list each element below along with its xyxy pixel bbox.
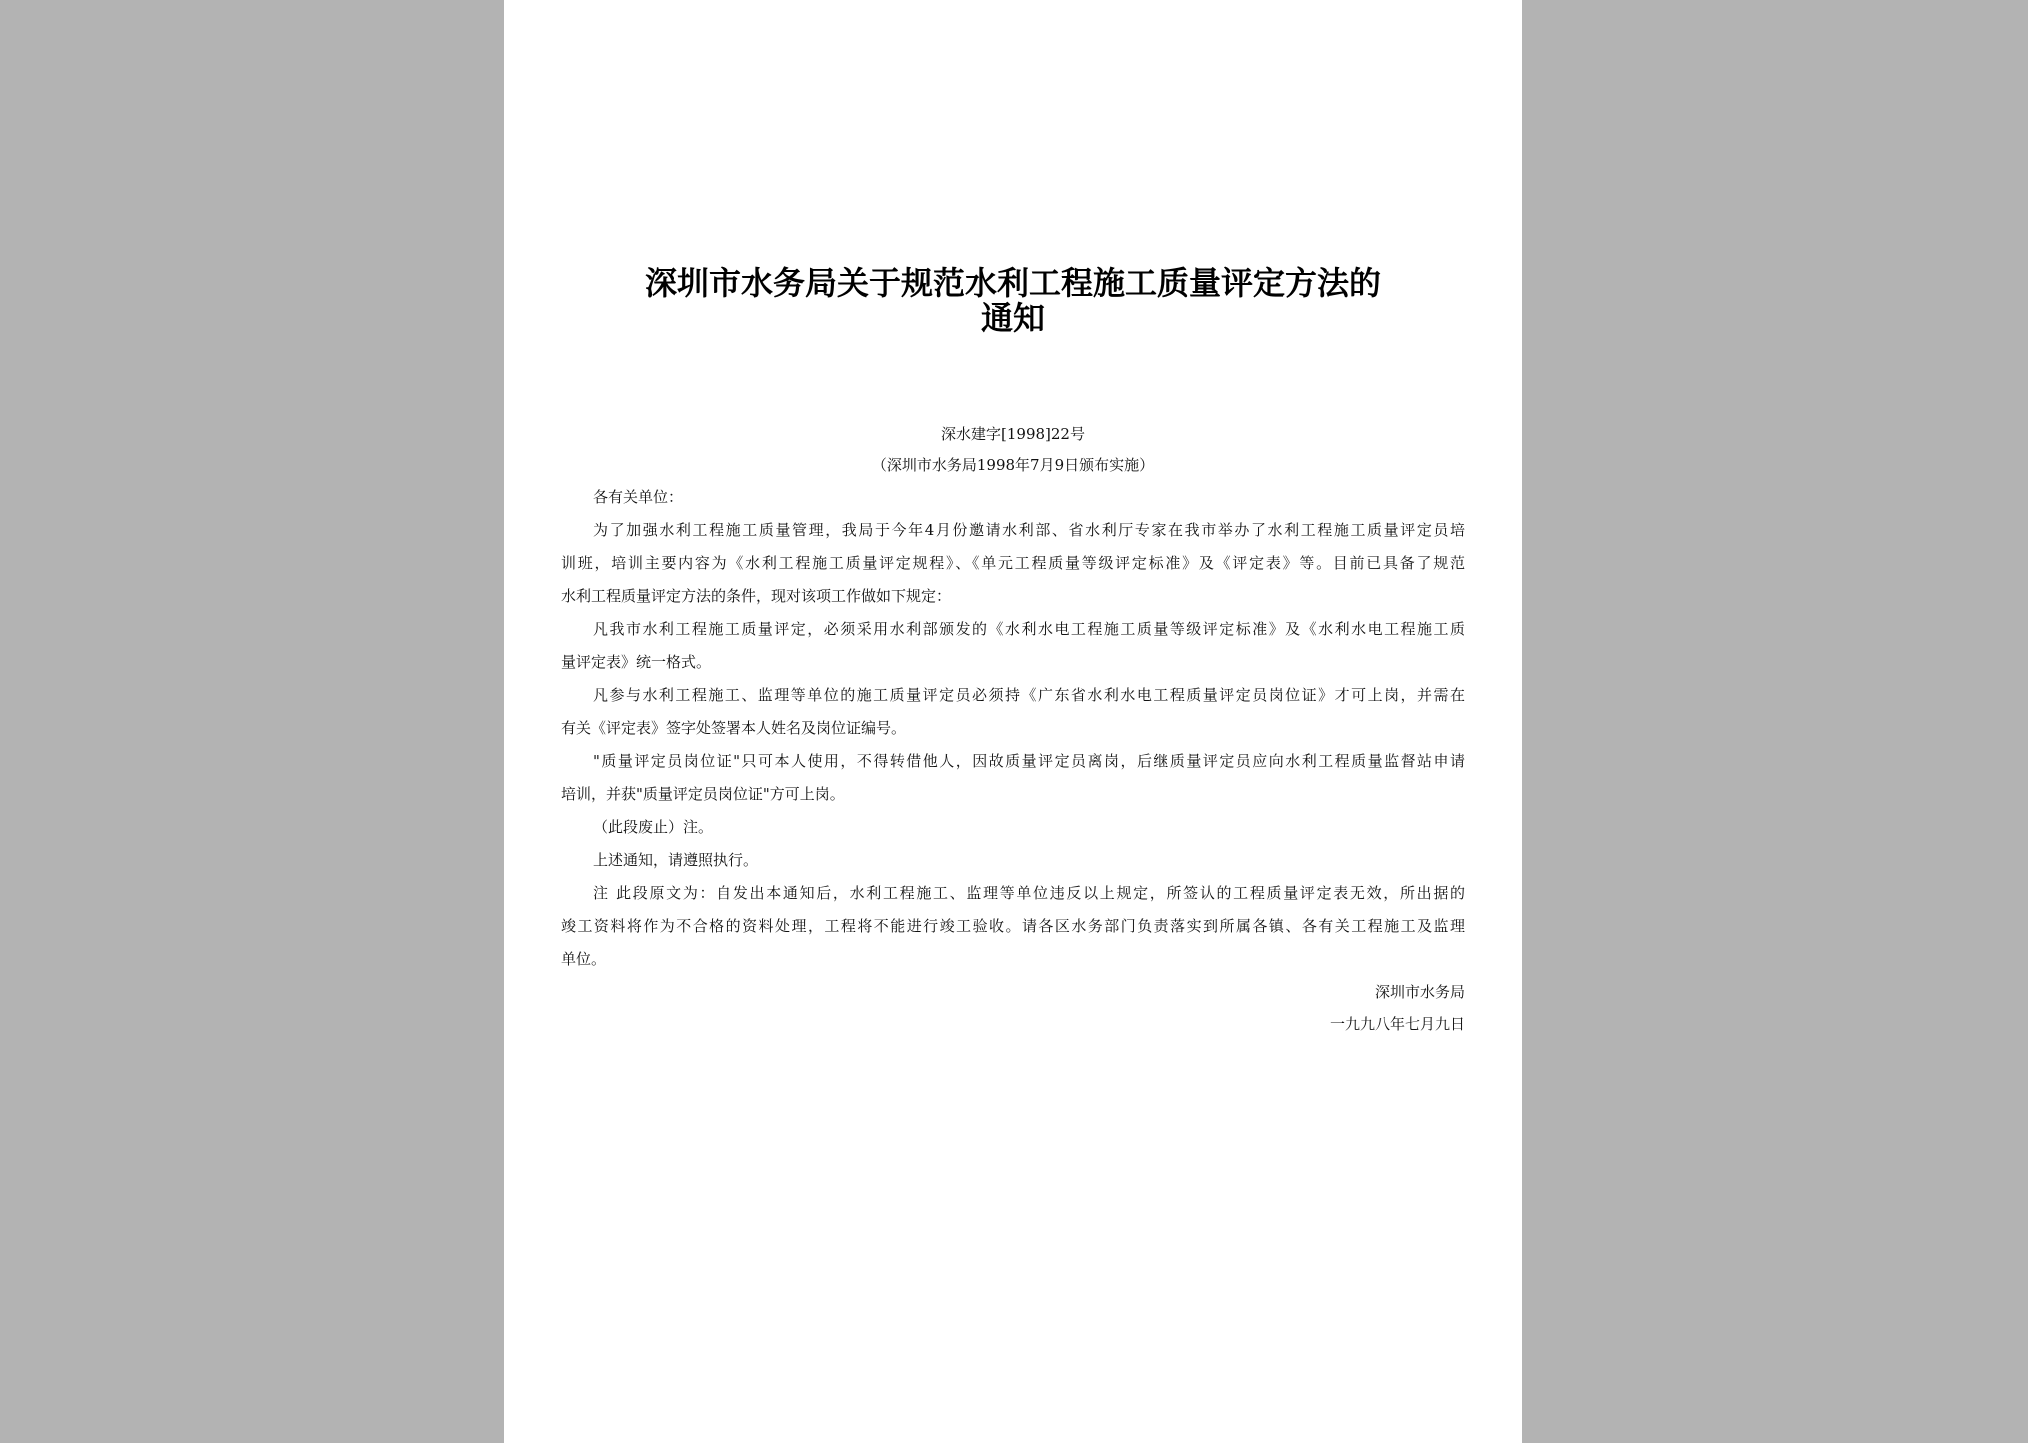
- publish-note: （深圳市水务局1998年7月9日颁布实施）: [871, 456, 1155, 474]
- paragraph-2-line-2: 量评定表》统一格式。: [561, 653, 712, 671]
- paragraph-3-line-1: 凡参与水利工程施工、监理等单位的施工质量评定员必须持《广东省水利水电工程质量评定员岗位证》才可上岗，并需在: [593, 686, 1465, 704]
- signature-organization: 深圳市水务局: [1374, 983, 1465, 1001]
- note-line-1: 注 此段原文为：自发出本通知后，水利工程施工、监理等单位违反以上规定，所签认的工程质量评定表无效，所出据的: [593, 884, 1465, 902]
- signature-date: 一九九八年七月九日: [1329, 1015, 1465, 1033]
- paragraph-1-line-2: 训班，培训主要内容为《水利工程施工质量评定规程》、《单元工程质量等级评定标准》及《评定表》等。目前已具备了规范: [561, 554, 1465, 572]
- paragraph-6: 上述通知，请遵照执行。: [593, 851, 759, 869]
- paragraph-4-line-1: "质量评定员岗位证"只可本人使用，不得转借他人，因故质量评定员离岗，后继质量评定员应向水利工程质量监督站申请: [593, 752, 1465, 770]
- document-title-line-1: 深圳市水务局关于规范水利工程施工质量评定方法的: [644, 264, 1381, 302]
- paragraph-4-line-2: 培训，并获"质量评定员岗位证"方可上岗。: [561, 785, 845, 803]
- paragraph-1-line-3: 水利工程质量评定方法的条件，现对该项工作做如下规定：: [561, 587, 952, 605]
- paragraph-2-line-1: 凡我市水利工程施工质量评定，必须采用水利部颁发的《水利水电工程施工质量等级评定标准》及《水利水电工程施工质: [593, 620, 1465, 638]
- paragraph-3-line-2: 有关《评定表》签字处签署本人姓名及岗位证编号。: [561, 719, 907, 737]
- paragraph-5: （此段废止）注。: [593, 818, 714, 836]
- salutation: 各有关单位：: [593, 488, 684, 506]
- note-line-3: 单位。: [561, 950, 607, 968]
- document-title-line-2: 通知: [980, 299, 1045, 337]
- document-number: 深水建字[1998]22号: [941, 425, 1085, 443]
- note-line-2: 竣工资料将作为不合格的资料处理，工程将不能进行竣工验收。请各区水务部门负责落实到所属各镇、各有关工程施工及监理: [561, 917, 1465, 935]
- paragraph-1-line-1: 为了加强水利工程施工质量管理，我局于今年4月份邀请水利部、省水利厅专家在我市举办了水利工程施工质量评定员培: [593, 521, 1465, 539]
- document-page: [504, 0, 1522, 1443]
